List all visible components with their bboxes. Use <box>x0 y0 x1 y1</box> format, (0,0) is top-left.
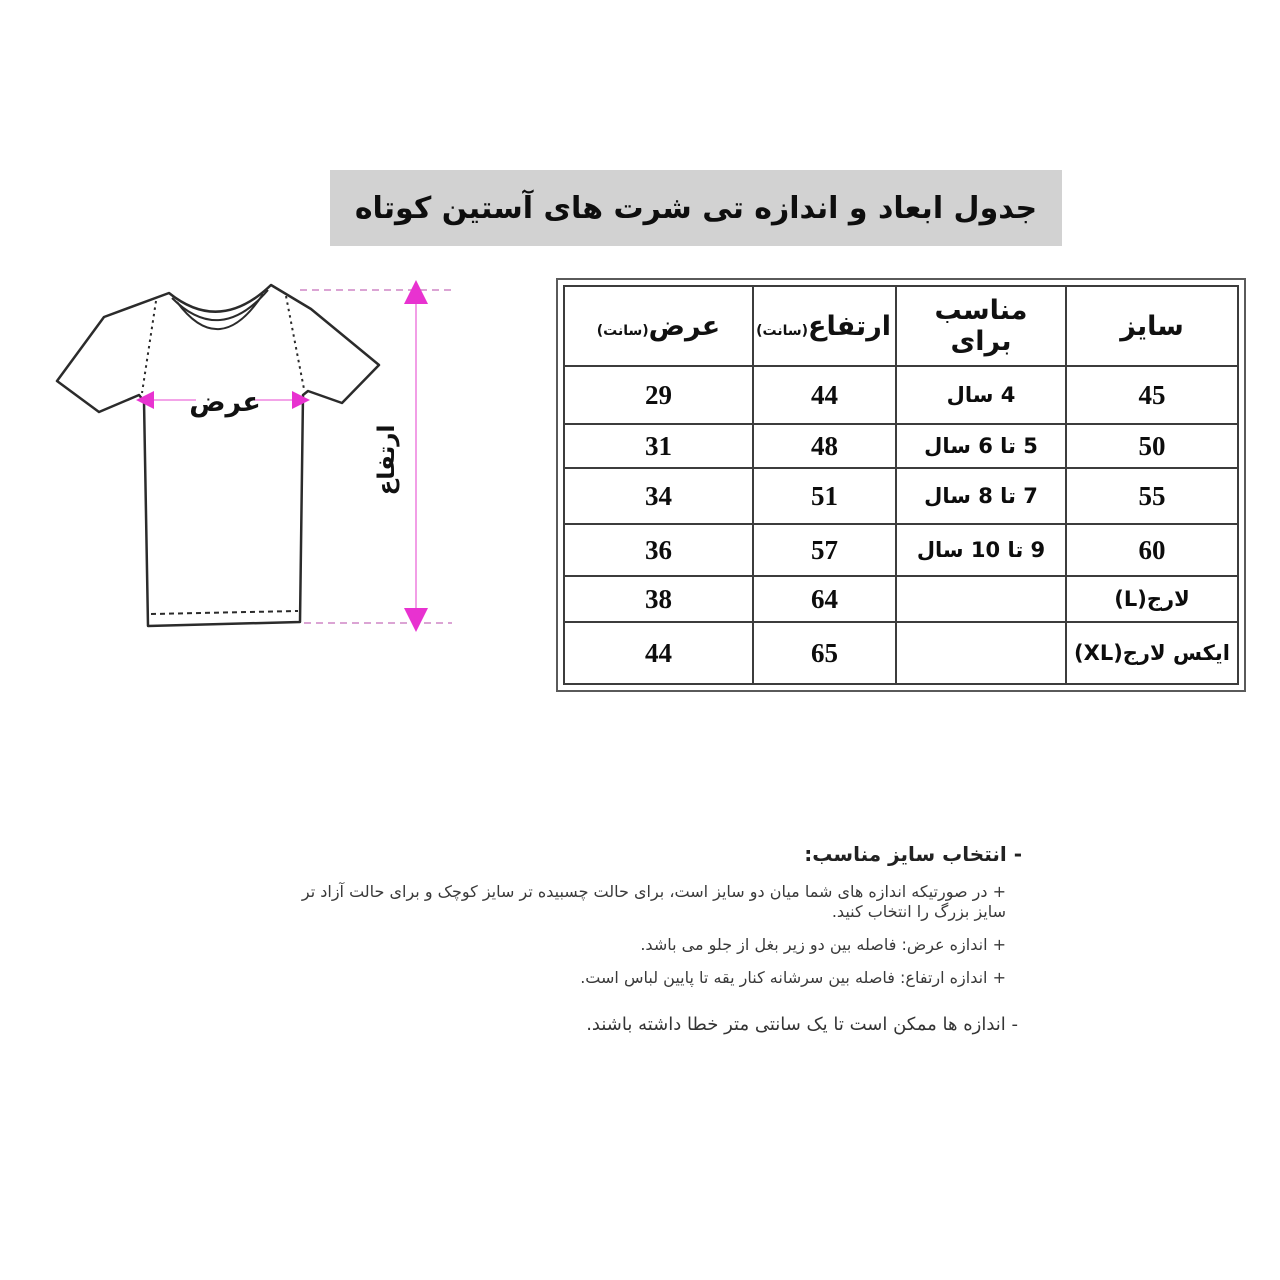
tshirt-outline <box>57 285 379 626</box>
header-height: ارتفاع(سانت) <box>753 286 896 366</box>
cell-fit: 7 تا 8 سال <box>896 468 1066 524</box>
title-bar <box>330 170 1062 246</box>
height-arrow-bottom-head <box>404 608 428 632</box>
notes-heading: - انتخاب سایز مناسب: <box>804 842 1022 866</box>
cell-fit: 5 تا 6 سال <box>896 424 1066 468</box>
table-row <box>564 524 1238 576</box>
cell-fit <box>896 622 1066 684</box>
cell-fit <box>896 576 1066 622</box>
table-header-row <box>564 286 1238 366</box>
cell-size: 55 <box>1066 468 1238 524</box>
tshirt-diagram-svg <box>48 272 468 677</box>
width-label: عرض <box>189 387 261 418</box>
height-label: ارتفاع <box>374 424 400 496</box>
size-table <box>563 285 1239 685</box>
header-size: سایز <box>1066 286 1238 366</box>
header-fit: مناسب برای <box>896 286 1066 366</box>
cell-size: 45 <box>1066 366 1238 424</box>
cell-width: 44 <box>564 622 753 684</box>
note-line: + اندازه ارتفاع: فاصله بین سرشانه کنار یقه تا پایین لباس است. <box>580 968 1006 987</box>
cell-fit: 9 تا 10 سال <box>896 524 1066 576</box>
cell-width: 29 <box>564 366 753 424</box>
note-line: + اندازه عرض: فاصله بین دو زیر بغل از جلو می باشد. <box>640 935 1006 954</box>
notes-footer: - اندازه ها ممکن است تا یک سانتی متر خطا داشته باشند. <box>586 1014 1018 1035</box>
page-title: جدول ابعاد و اندازه تی شرت های آستین کوتاه <box>354 190 1038 226</box>
table-row <box>564 424 1238 468</box>
cell-width: 36 <box>564 524 753 576</box>
cell-height: 51 <box>753 468 896 524</box>
cell-height: 57 <box>753 524 896 576</box>
cell-width: 31 <box>564 424 753 468</box>
note-line: + در صورتیکه اندازه های شما میان دو سایز است، برای حالت چسبیده تر سایز کوچک و برای حالت آزاد تر سایز بزرگ را انتخاب کنید. <box>301 882 1006 921</box>
table-row <box>564 468 1238 524</box>
cell-width: 34 <box>564 468 753 524</box>
cell-size: 50 <box>1066 424 1238 468</box>
table-row <box>564 576 1238 622</box>
cell-size: 60 <box>1066 524 1238 576</box>
table-row <box>564 622 1238 684</box>
height-arrow-top-head <box>404 280 428 304</box>
sizing-notes <box>300 842 1022 1035</box>
cell-fit: 4 سال <box>896 366 1066 424</box>
size-table-frame <box>556 278 1246 692</box>
table-row <box>564 366 1238 424</box>
cell-height: 48 <box>753 424 896 468</box>
cell-width: 38 <box>564 576 753 622</box>
cell-height: 44 <box>753 366 896 424</box>
cell-height: 65 <box>753 622 896 684</box>
tshirt-measurement-diagram <box>48 272 468 677</box>
header-width: عرض(سانت) <box>564 286 753 366</box>
cell-size: لارج(L) <box>1066 576 1238 622</box>
cell-size: ایکس لارج(XL) <box>1066 622 1238 684</box>
cell-height: 64 <box>753 576 896 622</box>
